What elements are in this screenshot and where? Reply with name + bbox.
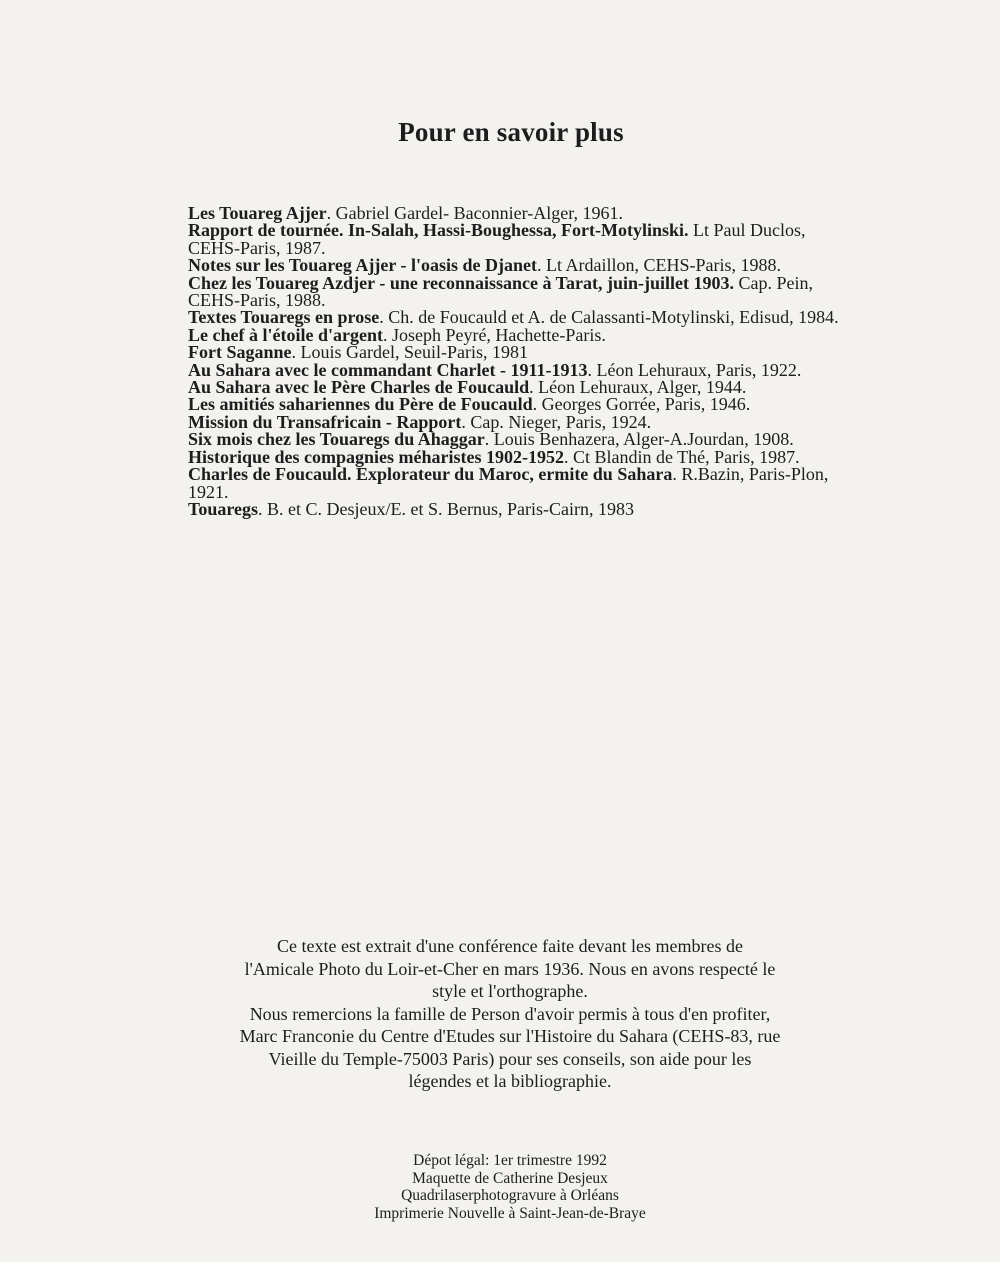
bibliography-list bbox=[188, 205, 848, 518]
entry-title: Charles de Foucauld. Explorateur du Maroc, ermite du Sahara bbox=[188, 464, 673, 485]
notice-line: Ce texte est extrait d'une conférence faite devant les membres de bbox=[276, 936, 744, 956]
entry-details: Cap. Pein, CEHS-Paris, 1988. bbox=[188, 272, 814, 311]
entry-title: Textes Touaregs en prose bbox=[188, 307, 380, 328]
entry-details: . Louis Benhazera, Alger-A.Jourdan, 1908. bbox=[484, 429, 794, 450]
colophon-line: Imprimerie Nouvelle à Saint-Jean-de-Braye bbox=[374, 1204, 646, 1222]
entry-title: Notes sur les Touareg Ajjer - l'oasis de Djanet bbox=[188, 255, 537, 276]
entry-title: Au Sahara avec le commandant Charlet - 1911-1913 bbox=[188, 359, 588, 380]
acknowledgement-notice bbox=[170, 935, 850, 1093]
entry-title: Le chef à l'étoile d'argent bbox=[188, 324, 383, 345]
entry-details: . Ct Blandin de Thé, Paris, 1987. bbox=[563, 446, 800, 467]
entry-details: . Louis Gardel, Seuil-Paris, 1981 bbox=[291, 342, 528, 363]
bibliography-entry bbox=[188, 272, 848, 311]
entry-title: Six mois chez les Touaregs du Ahaggar bbox=[188, 429, 485, 450]
entry-details: . Joseph Peyré, Hachette-Paris. bbox=[382, 324, 606, 345]
entry-details: . Léon Lehuraux, Paris, 1922. bbox=[587, 359, 802, 380]
entry-title: Chez les Touareg Azdjer - une reconnaissance à Tarat, juin-juillet 1903. bbox=[188, 272, 735, 293]
colophon bbox=[310, 1152, 710, 1222]
notice-line: Nous remercions la famille de Person d'avoir permis à tous d'en profiter, bbox=[249, 1003, 771, 1024]
bibliography-entry bbox=[188, 222, 848, 257]
notice-line: Marc Franconie du Centre d'Etudes sur l'Histoire du Sahara (CEHS-83, rue bbox=[239, 1026, 781, 1046]
entry-details: . Gabriel Gardel- Baconnier-Alger, 1961. bbox=[326, 203, 623, 223]
entry-details: . Lt Ardaillon, CEHS-Paris, 1988. bbox=[537, 255, 781, 276]
entry-details: . B. et C. Desjeux/E. et S. Bernus, Paris-Cairn, 1983 bbox=[258, 498, 634, 519]
entry-title: Mission du Transafricain - Rapport bbox=[188, 411, 462, 432]
notice-line: style et l'orthographe. bbox=[432, 981, 588, 1001]
entry-details: . Léon Lehuraux, Alger, 1944. bbox=[529, 377, 747, 398]
notice-line: légendes et la bibliographie. bbox=[408, 1071, 612, 1091]
bibliography-entry bbox=[188, 498, 848, 519]
entry-details: . Cap. Nieger, Paris, 1924. bbox=[461, 411, 652, 432]
notice-line: Vieille du Temple-75003 Paris) pour ses conseils, son aide pour les bbox=[268, 1048, 752, 1069]
entry-title: Fort Saganne bbox=[188, 342, 292, 363]
entry-details: Lt Paul Duclos, CEHS-Paris, 1987. bbox=[188, 220, 806, 258]
entry-title: Les amitiés sahariennes du Père de Foucauld bbox=[188, 394, 533, 415]
page-title: Pour en savoir plus bbox=[398, 117, 624, 147]
notice-line: l'Amicale Photo du Loir-et-Cher en mars 1936. Nous en avons respecté le bbox=[244, 958, 776, 979]
entry-title: Au Sahara avec le Père Charles de Foucauld bbox=[188, 377, 530, 398]
entry-title: Historique des compagnies méharistes 1902-1952 bbox=[188, 446, 564, 467]
entry-details: . Ch. de Foucauld et A. de Calassanti-Motylinski, Edisud, 1984. bbox=[379, 307, 839, 328]
entry-title: Les Touareg Ajjer bbox=[188, 203, 327, 223]
entry-details: . Georges Gorrée, Paris, 1946. bbox=[532, 394, 751, 415]
colophon-line: Maquette de Catherine Desjeux bbox=[412, 1169, 608, 1187]
entry-title: Touaregs bbox=[188, 498, 259, 519]
entry-details: . R.Bazin, Paris-Plon, 1921. bbox=[188, 464, 829, 502]
entry-title: Rapport de tournée. In-Salah, Hassi-Boughessa, Fort-Motylinski. bbox=[188, 220, 689, 241]
colophon-line: Quadrilaserphotogravure à Orléans bbox=[401, 1187, 619, 1204]
colophon-line: Dépot légal: 1er trimestre 1992 bbox=[413, 1152, 607, 1169]
bibliography-entry bbox=[188, 466, 848, 501]
